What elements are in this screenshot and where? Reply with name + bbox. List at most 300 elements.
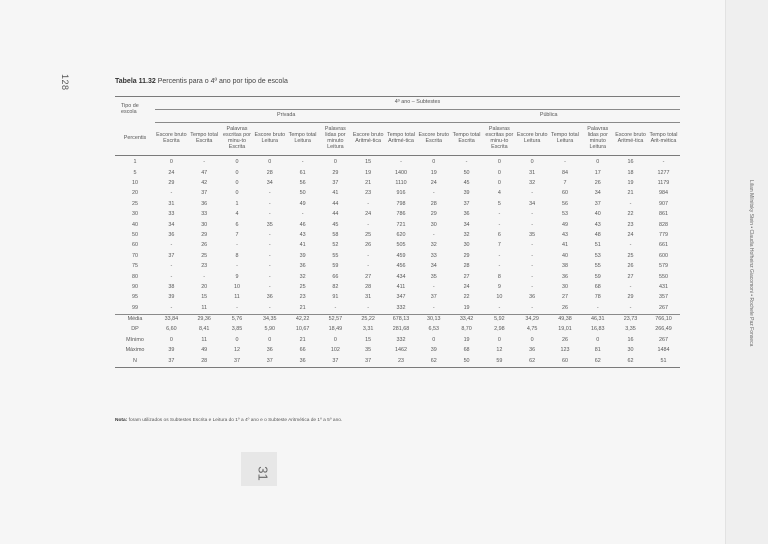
table-cell: 29,36 bbox=[188, 314, 221, 325]
column-header: Escore bruto Escrita bbox=[417, 123, 450, 156]
column-header: Tempo total Escrita bbox=[188, 123, 221, 156]
table-cell: 1484 bbox=[657, 347, 670, 354]
table-cell: 6 bbox=[497, 231, 501, 238]
table-cell: 47 bbox=[201, 169, 208, 176]
table-cell: 60 bbox=[561, 190, 568, 197]
table-cell: 34 bbox=[168, 221, 175, 228]
table-cell: 35 bbox=[430, 273, 437, 280]
note-text: foram utilizados os Subtestes Escrita e Leitura do 1º a 4º ano e o Subteste Aritmética de 1º a 5º ano. bbox=[128, 418, 343, 423]
table-cell: 39 bbox=[430, 347, 437, 354]
table-cell: 0 bbox=[432, 336, 436, 343]
table-cell: - bbox=[531, 273, 534, 280]
column-header: Tempo total Arit-mética bbox=[647, 123, 680, 156]
table-cell: - bbox=[203, 273, 206, 280]
table-cell: - bbox=[596, 304, 599, 311]
table-cell: 32 bbox=[463, 231, 470, 238]
table-cell: 0 bbox=[235, 190, 239, 197]
table-row bbox=[115, 336, 680, 346]
note-label: Nota: bbox=[115, 418, 128, 423]
row-label: N bbox=[115, 356, 155, 367]
table-cell: 33 bbox=[201, 211, 208, 218]
row-label: DP bbox=[131, 326, 139, 333]
table-cell: 24 bbox=[463, 283, 470, 290]
table-cell: 3,31 bbox=[362, 326, 374, 333]
table-cell: - bbox=[629, 200, 632, 207]
table-cell: 42,22 bbox=[286, 314, 319, 325]
table-cell: - bbox=[367, 252, 370, 259]
top-header: 4º ano – Subtestes bbox=[155, 97, 680, 110]
table-cell: 33 bbox=[430, 252, 437, 259]
table-cell: - bbox=[236, 304, 238, 311]
table-cell: 27 bbox=[561, 294, 568, 301]
table-cell: 62 bbox=[581, 356, 614, 367]
table-cell: 4 bbox=[497, 190, 501, 197]
table-cell: 25 bbox=[299, 283, 306, 290]
column-header: Palavras lidas por minuto Leitura bbox=[581, 123, 614, 156]
table-cell: 4,75 bbox=[526, 326, 538, 333]
table-cell: 39 bbox=[168, 294, 175, 301]
right-page bbox=[725, 0, 768, 544]
table-title-text: Percentis para o 4º ano por tipo de escola bbox=[157, 78, 288, 85]
row-label: 10 bbox=[132, 180, 138, 186]
table-cell: 550 bbox=[658, 273, 668, 280]
table-cell: 11 bbox=[201, 336, 207, 343]
table-row bbox=[115, 200, 680, 210]
table-cell: 0 bbox=[530, 159, 534, 166]
table-cell: 24 bbox=[365, 211, 372, 218]
table-cell: 29 bbox=[201, 231, 208, 238]
percentile-table bbox=[115, 96, 680, 368]
table-cell: 9 bbox=[497, 283, 501, 290]
table-row bbox=[115, 262, 680, 272]
table-cell: 984 bbox=[658, 190, 668, 197]
table-cell: 66 bbox=[332, 273, 339, 280]
column-header: Palavras escritas por minu-to Escrita bbox=[483, 123, 516, 156]
table-cell: 25 bbox=[201, 252, 208, 259]
table-cell: - bbox=[268, 190, 271, 197]
table-cell: 59 bbox=[332, 263, 339, 270]
column-header: Escore bruto Aritmé-tica bbox=[614, 123, 647, 156]
table-cell: 102 bbox=[330, 347, 340, 354]
table-cell: 916 bbox=[396, 190, 406, 197]
table-cell: 266,49 bbox=[655, 326, 672, 333]
table-cell: 41 bbox=[332, 190, 339, 197]
table-cell: 44 bbox=[332, 211, 339, 218]
table-cell: 46 bbox=[299, 221, 306, 228]
table-cell: 26 bbox=[561, 304, 568, 311]
table-cell: 28 bbox=[266, 169, 273, 176]
table-cell: - bbox=[531, 211, 534, 218]
table-cell: - bbox=[170, 263, 173, 270]
table-cell: 28 bbox=[188, 356, 221, 367]
table-cell: 1110 bbox=[395, 180, 407, 186]
table-cell: 30 bbox=[430, 221, 437, 228]
table-cell: 456 bbox=[396, 263, 406, 270]
table-cell: 37 bbox=[430, 294, 437, 301]
table-cell: 33,42 bbox=[450, 314, 483, 325]
table-cell: 29 bbox=[627, 294, 634, 301]
table-row bbox=[115, 356, 680, 367]
table-cell: 82 bbox=[332, 283, 339, 290]
table-cell: 35 bbox=[529, 231, 536, 238]
table-cell: 48 bbox=[594, 231, 601, 238]
table-cell: 411 bbox=[396, 283, 406, 290]
table-cell: 55 bbox=[594, 263, 601, 270]
table-cell: - bbox=[465, 159, 468, 166]
table-cell: 33 bbox=[168, 211, 175, 218]
table-cell: 4 bbox=[235, 211, 239, 218]
table-cell: 19 bbox=[627, 180, 634, 186]
table-cell: 798 bbox=[396, 200, 406, 207]
table-row bbox=[115, 293, 680, 303]
table-cell: 34 bbox=[529, 200, 536, 207]
table-cell: - bbox=[531, 242, 534, 249]
table-cell: 59 bbox=[483, 356, 516, 367]
table-cell: 42 bbox=[201, 180, 208, 186]
table-title-label: Tabela 11.32 bbox=[115, 78, 156, 85]
table-cell: - bbox=[531, 190, 534, 197]
table-cell: 281,68 bbox=[392, 326, 410, 333]
table-cell: 52 bbox=[332, 242, 339, 249]
table-row bbox=[115, 325, 680, 335]
row-label: 5 bbox=[133, 169, 137, 176]
table-row bbox=[115, 314, 680, 325]
table-cell: 23 bbox=[627, 221, 634, 228]
table-cell: 15 bbox=[365, 336, 372, 343]
table-cell: 25 bbox=[365, 231, 372, 238]
table-cell: 34 bbox=[594, 190, 601, 197]
table-cell: 38 bbox=[168, 283, 175, 290]
table-cell: 6,53 bbox=[428, 326, 440, 333]
table-cell: 37 bbox=[463, 200, 470, 207]
table-cell: 40 bbox=[561, 252, 568, 259]
table-cell: 40 bbox=[594, 211, 601, 218]
table-cell: 8,70 bbox=[461, 326, 472, 333]
table-cell: - bbox=[268, 273, 271, 280]
table-cell: 29 bbox=[430, 211, 437, 218]
table-cell: 3,85 bbox=[231, 326, 243, 333]
table-cell: - bbox=[498, 263, 501, 270]
table-cell: 0 bbox=[497, 180, 501, 186]
table-cell: - bbox=[367, 200, 370, 207]
corner-header: Tipo de escola bbox=[115, 97, 155, 123]
table-cell: 19 bbox=[365, 169, 372, 176]
table-cell: 0 bbox=[530, 336, 534, 343]
table-cell: - bbox=[268, 242, 271, 249]
table-cell: 68 bbox=[463, 347, 470, 354]
table-cell: 16,83 bbox=[591, 326, 605, 333]
table-cell: - bbox=[432, 190, 435, 197]
table-cell: 16 bbox=[627, 336, 634, 343]
table-cell: 3,35 bbox=[625, 326, 636, 333]
table-cell: - bbox=[531, 304, 534, 311]
table-cell: 43 bbox=[299, 231, 306, 238]
table-row bbox=[115, 241, 680, 251]
row-label: 30 bbox=[132, 211, 138, 218]
table-cell: - bbox=[531, 283, 534, 290]
table-cell: 7 bbox=[563, 180, 567, 186]
table-cell: 32 bbox=[430, 242, 437, 249]
table-cell: 22 bbox=[627, 211, 634, 218]
table-cell: - bbox=[432, 283, 435, 290]
table-row bbox=[115, 283, 680, 293]
table-cell: 6 bbox=[235, 221, 239, 228]
table-cell: 20 bbox=[201, 283, 208, 290]
column-header: Palavras escritas por minu-to Escrita bbox=[221, 123, 254, 156]
table-cell: 29 bbox=[168, 180, 175, 186]
table-cell: - bbox=[170, 304, 173, 311]
table-cell: 25,22 bbox=[352, 314, 385, 325]
table-cell: 43 bbox=[594, 221, 601, 228]
table-cell: 9 bbox=[235, 273, 239, 280]
table-cell: 27 bbox=[365, 273, 372, 280]
table-cell: - bbox=[498, 304, 501, 311]
table-cell: 29 bbox=[332, 169, 339, 176]
table-cell: 19 bbox=[463, 336, 470, 343]
table-cell: 36 bbox=[286, 356, 319, 367]
table-cell: 21 bbox=[299, 336, 306, 343]
table-row bbox=[115, 179, 680, 189]
table-cell: 5,92 bbox=[483, 314, 516, 325]
table-cell: 37 bbox=[332, 180, 339, 186]
table-cell: 2,98 bbox=[494, 326, 505, 333]
table-cell: 678,13 bbox=[385, 314, 418, 325]
table-cell: 37 bbox=[319, 356, 352, 367]
table-cell: 907 bbox=[658, 200, 668, 207]
table-cell: - bbox=[170, 242, 173, 249]
table-cell: 10 bbox=[496, 294, 503, 301]
column-header: Tempo total Leitura bbox=[286, 123, 319, 156]
table-cell: - bbox=[629, 242, 632, 249]
table-cell: 26 bbox=[201, 242, 208, 249]
table-cell: 332 bbox=[396, 336, 406, 343]
table-cell: 30 bbox=[561, 283, 568, 290]
table-cell: 21 bbox=[299, 304, 306, 311]
table-cell: 1277 bbox=[657, 169, 670, 176]
table-cell: 56 bbox=[561, 200, 568, 207]
table-cell: - bbox=[498, 211, 501, 218]
table-cell: 51 bbox=[594, 242, 601, 249]
table-cell: 26 bbox=[594, 180, 601, 186]
row-label: 99 bbox=[132, 304, 138, 311]
table-cell: 53 bbox=[594, 252, 601, 259]
table-cell: 15 bbox=[201, 294, 208, 301]
table-cell: 53 bbox=[561, 211, 568, 218]
row-label: Mínimo bbox=[126, 336, 144, 343]
table-cell: 49,38 bbox=[549, 314, 582, 325]
table-cell: 41 bbox=[299, 242, 306, 249]
table-cell: 50 bbox=[299, 190, 306, 197]
table-cell: 6,60 bbox=[166, 326, 177, 333]
table-cell: 0 bbox=[596, 336, 600, 343]
table-cell: 27 bbox=[627, 273, 634, 280]
table-cell: 23,73 bbox=[614, 314, 647, 325]
row-label: Máximo bbox=[125, 347, 145, 354]
table-cell: - bbox=[268, 252, 271, 259]
table-cell: 30 bbox=[201, 221, 208, 228]
table-cell: 26 bbox=[561, 336, 568, 343]
row-label: 1 bbox=[133, 159, 137, 166]
table-cell: - bbox=[432, 304, 435, 311]
table-cell: 52,57 bbox=[319, 314, 352, 325]
table-cell: 26 bbox=[365, 242, 372, 249]
table-cell: 38 bbox=[561, 263, 568, 270]
table-cell: 18,49 bbox=[328, 326, 343, 333]
table-cell: 36 bbox=[299, 263, 306, 270]
table-row bbox=[115, 231, 680, 241]
table-cell: - bbox=[662, 159, 665, 166]
table-cell: 34 bbox=[463, 221, 470, 228]
table-cell: 28 bbox=[365, 283, 372, 290]
table-cell: 36 bbox=[201, 200, 208, 207]
column-header: Tempo total Aritmé-tica bbox=[385, 123, 418, 156]
table-cell: 35 bbox=[365, 347, 372, 354]
table-cell: 19,01 bbox=[558, 326, 572, 333]
table-cell: 60 bbox=[549, 356, 582, 367]
table-cell: 31 bbox=[365, 294, 372, 301]
table-cell: 12 bbox=[496, 347, 503, 354]
row-label: 75 bbox=[132, 263, 138, 270]
table-cell: 357 bbox=[658, 294, 668, 301]
table-cell: 505 bbox=[396, 242, 406, 249]
table-cell: 21 bbox=[365, 180, 372, 186]
table-cell: 0 bbox=[169, 159, 173, 166]
table-cell: 34 bbox=[430, 263, 437, 270]
table-cell: - bbox=[170, 190, 173, 197]
table-cell: 861 bbox=[658, 211, 668, 218]
table-cell: 0 bbox=[497, 336, 501, 343]
table-row bbox=[115, 346, 680, 356]
table-cell: 32 bbox=[529, 180, 536, 186]
table-cell: 17 bbox=[594, 169, 601, 176]
table-cell: - bbox=[531, 263, 534, 270]
table-cell: - bbox=[301, 159, 304, 166]
column-header: Palavras lidas por minuto Leitura bbox=[319, 123, 352, 156]
table-note bbox=[115, 418, 342, 423]
table-cell: 8,41 bbox=[198, 326, 210, 333]
table-cell: 26 bbox=[627, 263, 634, 270]
table-cell: 58 bbox=[332, 231, 339, 238]
table-row bbox=[115, 168, 680, 178]
table-cell: 50 bbox=[450, 356, 483, 367]
table-cell: - bbox=[268, 200, 271, 207]
table-cell: 31 bbox=[529, 169, 536, 176]
table-cell: 78 bbox=[594, 294, 601, 301]
table-cell: 0 bbox=[235, 336, 239, 343]
table-cell: - bbox=[268, 231, 271, 238]
table-cell: 1179 bbox=[657, 180, 670, 186]
table-cell: 434 bbox=[396, 273, 406, 280]
author-credit: Lilian Milnitsky Stein • Claudia Hofheinz Giacomoni • Rochele Paz Fonseca bbox=[748, 180, 754, 347]
row-label: 95 bbox=[132, 294, 138, 301]
table-cell: 36 bbox=[529, 347, 536, 354]
table-cell: 620 bbox=[396, 231, 406, 238]
table-cell: 37 bbox=[221, 356, 254, 367]
table-cell: 1400 bbox=[394, 169, 407, 176]
table-cell: 10 bbox=[233, 283, 240, 290]
table-cell: - bbox=[268, 304, 271, 311]
table-cell: 56 bbox=[299, 180, 306, 186]
table-cell: 8 bbox=[497, 273, 501, 280]
table-cell: 431 bbox=[658, 283, 668, 290]
table-cell: 61 bbox=[299, 169, 306, 176]
row-label: Média bbox=[115, 314, 155, 325]
row-header: Percentis bbox=[115, 123, 155, 156]
table-cell: - bbox=[531, 252, 534, 259]
table-cell: - bbox=[236, 242, 238, 249]
table-cell: 29 bbox=[463, 252, 470, 259]
table-cell: 16 bbox=[627, 159, 634, 166]
row-label: 70 bbox=[132, 252, 138, 259]
table-cell: 18 bbox=[627, 169, 634, 176]
table-cell: 62 bbox=[614, 356, 647, 367]
table-cell: - bbox=[498, 252, 501, 259]
group-header-privada: Privada bbox=[155, 110, 417, 123]
table-cell: 7 bbox=[235, 231, 239, 238]
table-cell: 0 bbox=[235, 159, 239, 166]
table-cell: - bbox=[203, 159, 206, 166]
column-header: Escore bruto Leitura bbox=[253, 123, 286, 156]
table-cell: 39 bbox=[299, 252, 306, 259]
table-cell: 59 bbox=[594, 273, 601, 280]
page-number-bottom: 31 bbox=[255, 466, 271, 481]
table-cell: 37 bbox=[155, 356, 188, 367]
table-cell: 91 bbox=[332, 294, 339, 301]
table-cell: 0 bbox=[497, 159, 501, 166]
table-cell: 45 bbox=[463, 180, 470, 186]
table-cell: - bbox=[334, 304, 337, 311]
table-cell: 28 bbox=[463, 263, 470, 270]
table-cell: 37 bbox=[168, 252, 175, 259]
table-cell: - bbox=[268, 211, 271, 218]
table-cell: 39 bbox=[168, 347, 175, 354]
table-cell: 24 bbox=[627, 231, 634, 238]
row-label: 80 bbox=[132, 273, 138, 280]
table-cell: - bbox=[236, 263, 238, 270]
table-cell: 34,29 bbox=[516, 314, 549, 325]
table-cell: 62 bbox=[417, 356, 450, 367]
table-cell: 34 bbox=[266, 180, 273, 186]
table-cell: 39 bbox=[463, 190, 470, 197]
table-cell: 62 bbox=[516, 356, 549, 367]
table-cell: 27 bbox=[463, 273, 470, 280]
table-cell: 25 bbox=[627, 252, 634, 259]
column-header: Tempo total Escrita bbox=[450, 123, 483, 156]
table-cell: 766,10 bbox=[647, 314, 680, 325]
table-cell: 459 bbox=[396, 252, 406, 259]
table-cell: 12 bbox=[233, 347, 240, 354]
table-cell: 332 bbox=[396, 304, 406, 311]
table-cell: 36 bbox=[266, 347, 273, 354]
table-cell: 28 bbox=[430, 200, 437, 207]
table-cell: 37 bbox=[201, 190, 208, 197]
table-cell: 32 bbox=[299, 273, 306, 280]
row-label: 20 bbox=[132, 190, 138, 197]
table-cell: 579 bbox=[658, 263, 668, 270]
table-cell: 55 bbox=[332, 252, 339, 259]
table-cell: 37 bbox=[253, 356, 286, 367]
table-cell: 37 bbox=[352, 356, 385, 367]
table-cell: - bbox=[629, 283, 632, 290]
table-cell: 11 bbox=[234, 294, 240, 301]
table-cell: 30 bbox=[463, 242, 470, 249]
table-cell: - bbox=[564, 159, 566, 166]
table-row bbox=[115, 252, 680, 262]
table-cell: 41 bbox=[561, 242, 568, 249]
table-cell: 44 bbox=[332, 200, 339, 207]
table-cell: 0 bbox=[235, 180, 239, 186]
table-row bbox=[115, 189, 680, 199]
